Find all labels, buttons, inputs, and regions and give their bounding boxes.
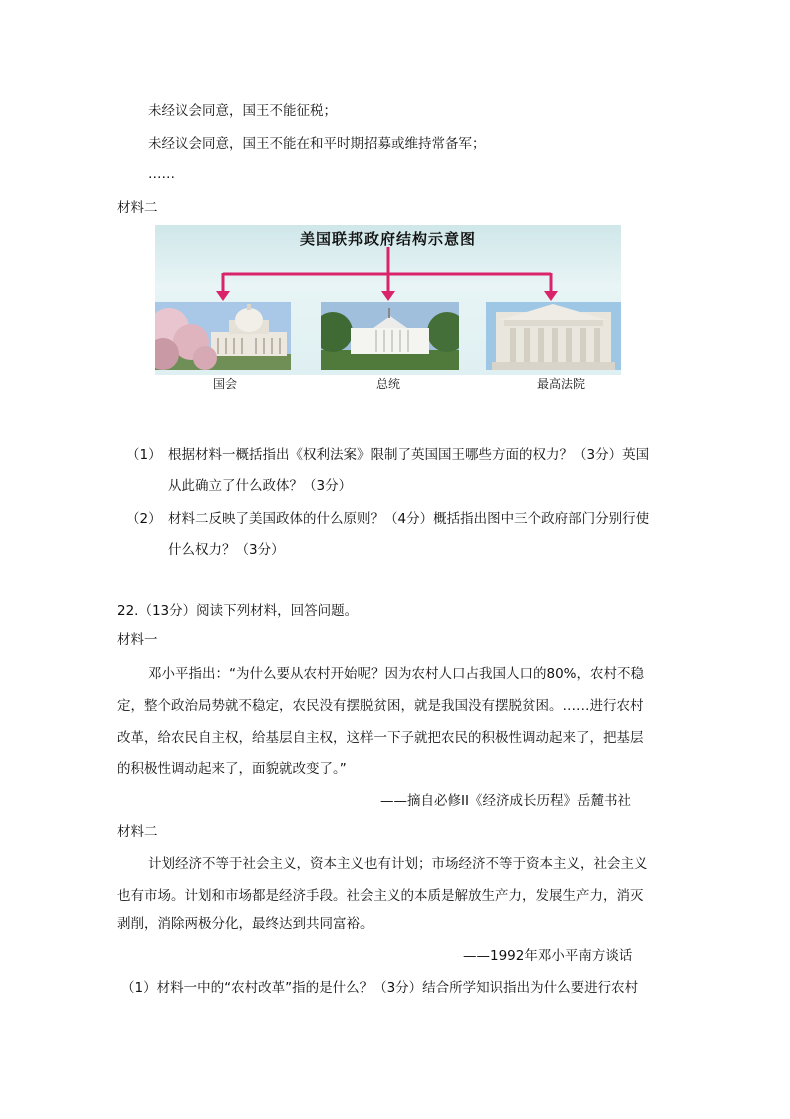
q21-sub1-line1: 根据材料一概括指出《权利法案》限制了英国国王哪些方面的权力？（3分）英国 bbox=[168, 447, 650, 463]
material2-label: 材料二 bbox=[117, 200, 158, 216]
q22-material2-line2: 也有市场。计划和市场都是经济手段。社会主义的本质是解放生产力，发展生产力，消灭 bbox=[117, 888, 644, 904]
q21-sub2-line1: 材料二反映了美国政体的什么原则？（4分）概括指出图中三个政府部门分别行使 bbox=[168, 511, 650, 527]
q22-material2-line3: 剥削，消除两极分化，最终达到共同富裕。 bbox=[117, 916, 374, 932]
q22-material1-line2: 定，整个政治局势就不稳定，农民没有摆脱贫困，就是我国没有摆脱贫困。……进行农村 bbox=[117, 698, 644, 714]
q22-material2-source: ——1992年邓小平南方谈话 bbox=[463, 948, 633, 964]
q22-material2-label: 材料二 bbox=[117, 824, 158, 840]
q21-sub1-number: （1） bbox=[126, 447, 162, 463]
q22-material1-source: ——摘自必修II《经济成长历程》岳麓书社 bbox=[380, 793, 631, 809]
supreme-court-image bbox=[486, 302, 621, 370]
q21-sub2-number: （2） bbox=[126, 511, 162, 527]
q22-material1-line3: 改革，给农民自主权，给基层自主权，这样一下子就把农民的积极性调动起来了，把基层 bbox=[117, 730, 644, 746]
caption-congress: 国会 bbox=[212, 377, 237, 391]
q21-sub1-line2: 从此确立了什么政体？（3分） bbox=[168, 478, 353, 494]
q22-material1-label: 材料一 bbox=[117, 632, 158, 648]
white-house-image bbox=[321, 302, 459, 370]
q22-material2-line1: 计划经济不等于社会主义，资本主义也有计划；市场经济不等于资本主义，社会主义 bbox=[148, 856, 648, 872]
material1-ellipsis: …… bbox=[148, 166, 175, 182]
caption-supreme-court: 最高法院 bbox=[536, 377, 585, 391]
q22-sub1-line1: （1）材料一中的“农村改革”指的是什么？（3分）结合所学知识指出为什么要进行农村 bbox=[121, 980, 639, 996]
arrow-middle-head bbox=[381, 291, 395, 301]
q22-header: 22.（13分）阅读下列材料，回答问题。 bbox=[117, 603, 359, 619]
arrow-right-head bbox=[544, 291, 558, 301]
us-government-diagram bbox=[155, 225, 621, 397]
diagram-arrows bbox=[155, 225, 621, 305]
arrow-left-head bbox=[216, 291, 230, 301]
material1-line-army: 未经议会同意，国王不能在和平时期招募或维持常备军； bbox=[148, 136, 486, 152]
capitol-image bbox=[155, 302, 291, 370]
caption-president: 总统 bbox=[375, 377, 400, 391]
q22-material1-line4: 的积极性调动起来了，面貌就改变了。” bbox=[117, 761, 347, 777]
q22-material1-line1: 邓小平指出：“为什么要从农村开始呢？因为农村人口占我国人口的80%，农村不稳 bbox=[148, 666, 644, 682]
q21-sub2-line2: 什么权力？（3分） bbox=[168, 542, 285, 558]
diagram-title: 美国联邦政府结构示意图 bbox=[299, 230, 476, 248]
material1-line-tax: 未经议会同意，国王不能征税； bbox=[148, 103, 337, 119]
